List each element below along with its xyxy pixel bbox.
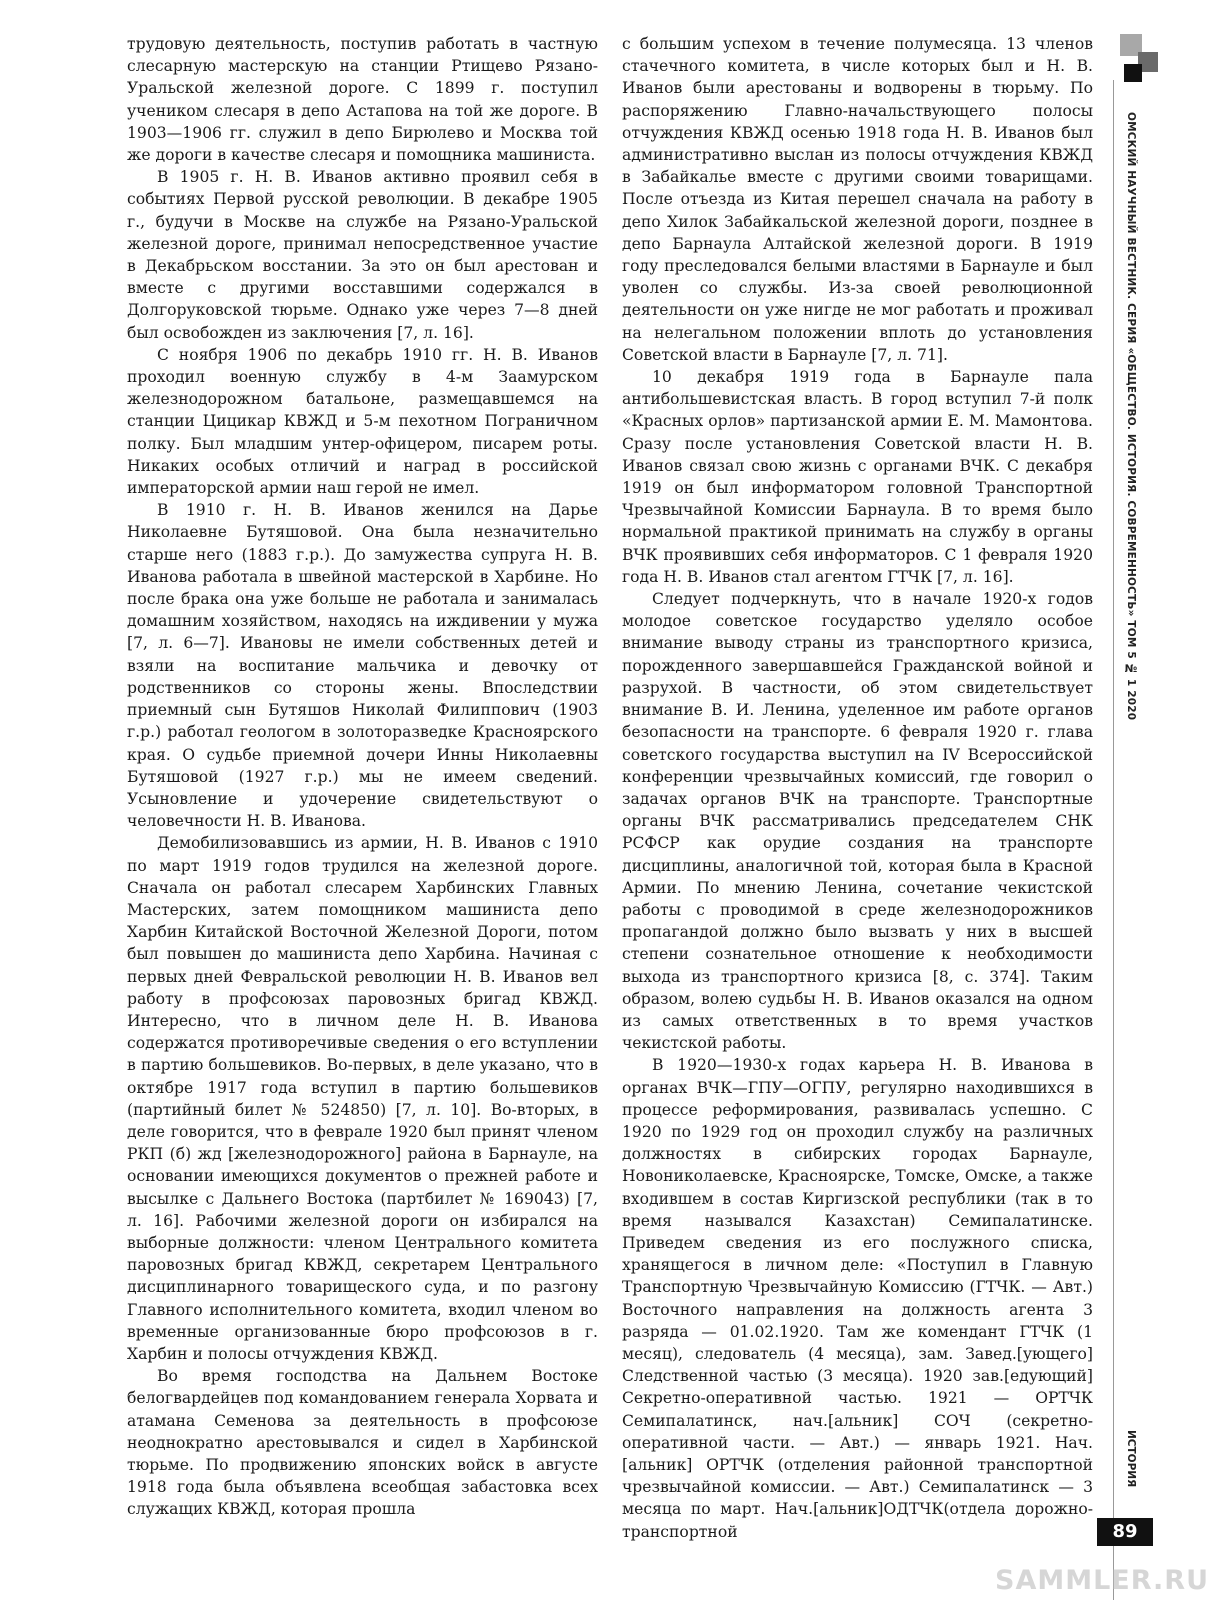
paragraph: С ноября 1906 по декабрь 1910 гг. Н. В. Иванов проходил военную службу в 4-м Заамурском железнодорожном батальоне, размещавшемся на станции Цицикар КВЖД и 5-м пехотном Пограничном полку. Был младшим унтер-офицером, писарем роты. Никаких особых отличий и наград в российской императорской армии наш герой не имел. — [127, 345, 598, 498]
margin-rule — [1113, 80, 1114, 1600]
page-number: 89 — [1097, 1518, 1153, 1546]
journal-logo — [1120, 34, 1158, 84]
right-column — [622, 33, 1093, 1543]
paragraph: 10 декабря 1919 года в Барнауле пала антибольшевистская власть. В город вступил 7-й полк «Красных орлов» партизанской армии Е. М. Мамонтова. Сразу после установления Советской власти Н. В. Иванов связал свою жизнь с органами ВЧК. С декабря 1919 он был информатором головной Транспортной Чрезвычайной Комиссии Барнаула. В то время было нормальной практикой принимать на службу в органы ВЧК проявивших себя информаторов. С 1 февраля 1920 года Н. В. Иванов стал агентом ГТЧК [7, л. 16]. — [622, 368, 1093, 586]
paragraph: трудовую деятельность, поступив работать в частную слесарную мастерскую на станции Ртищево Рязано-Уральской железной дороге. С 1899 г. поступил учеником слесаря в депо Астапова на той же дороге. В 1903—1906 гг. служил в депо Бирюлево и Москва той же дороги в качестве слесаря и помощника машиниста. — [127, 35, 598, 165]
section-label: ИСТОРИЯ — [1125, 1430, 1137, 1488]
journal-running-title: ОМСКИЙ НАУЧНЫЙ ВЕСТНИК. СЕРИЯ «ОБЩЕСТВО. ИСТОРИЯ. СОВРЕМЕННОСТЬ» ТОМ 5 № 1 2020 — [1125, 112, 1137, 721]
watermark: SAMMLER.RU — [995, 1565, 1209, 1596]
left-column — [127, 33, 598, 1521]
paragraph: с большим успехом в течение полумесяца. 13 членов стачечного комитета, в числе которых был и Н. В. Иванов были арестованы и водворены в тюрьму. По распоряжению Главно-начальствующего полосы отчуждения КВЖД осенью 1918 года Н. В. Иванов был административно выслан из полосы отчуждения КВЖД в Забайкалье вместе с другими своими товарищами. После отъезда из Китая перешел сначала на работу в депо Хилок Забайкальской железной дороги, позднее в депо Барнаула Алтайской железной дороги. В 1919 году преследовался белыми властями в Барнауле и был уволен со службы. Из-за своей революционной деятельности он уже нигде не мог работать и проживал на нелегальном положении вплоть до установления Советской власти в Барнауле [7, л. 71]. — [622, 35, 1093, 364]
paragraph: Демобилизовавшись из армии, Н. В. Иванов с 1910 по март 1919 годов трудился на железной дороге. Сначала он работал слесарем Харбинских Главных Мастерских, затем помощником машиниста депо Харбин Китайской Восточной Железной Дороги, потом был повышен до машиниста депо Харбина. Начиная с первых дней Февральской революции Н. В. Иванов вел работу в профсоюзах паровозных бригад КВЖД. Интересно, что в личном деле Н. В. Иванова содержатся противоречивые сведения о его вступлении в партию большевиков. Во-первых, в деле указано, что в октябре 1917 года вступил в партию большевиков (партийный билет № 524850) [7, л. 10]. Во-вторых, в деле говорится, что в феврале 1920 был принят членом РКП (б) жд [железнодорожного] района в Барнауле, на основании имеющихся документов о прежней работе и высылке с Дальнего Востока (партбилет № 169043) [7, л. 16]. Рабочими железной дороги он избирался на выборные должности: членом Центрального комитета паровозных бригад КВЖД, секретарем Центрального дисциплинарного товарищеского суда, и по разгону Главного исполнительного комитета, входил членом во временные организованные бюро профсоюзов в г. Харбин и полосы отчуждения КВЖД. — [127, 834, 598, 1363]
paragraph: В 1920—1930-х годах карьера Н. В. Иванова в органах ВЧК—ГПУ—ОГПУ, регулярно находившихся в процессе реформирования, развивалась успешно. С 1920 по 1929 год он проходил службу на различных должностях в сибирских городах Барнауле, Новониколаевске, Красноярске, Томске, Омске, а также входившем в состав Киргизской республики (так в то время назывался Казахстан) Семипалатинске. Приведем сведения из его послужного списка, хранящегося в личном деле: «Поступил в Главную Транспортную Чрезвычайную Комиссию (ГТЧК. — Авт.) Восточного направления на должность агента 3 разряда — 01.02.1920. Там же комендант ГТЧК (1 месяц), следователь (4 месяца), зам. Завед.[ующего] Следственной частью (3 месяца). 1920 зав.[едующий] Секретно-оперативной частью. 1921 — ОРТЧК Семипалатинск, нач.[альник] СОЧ (секретно-оперативной части. — Авт.) — январь 1921. Нач.[альник] ОРТЧК (отделения районной транспортной чрезвычайной комиссии. — Авт.) Семипалатинск — 3 месяца по март. Нач.[альник]ОДТЧК(отдела дорожно-транспортной — [622, 1056, 1093, 1541]
paragraph: Во время господства на Дальнем Востоке белогвардейцев под командованием генерала Хорвата и атамана Семенова за деятельность в профсоюзе неоднократно арестовывался и сидел в Харбинской тюрьме. По продвижению японских войск в августе 1918 года была объявлена всеобщая забастовка всех служащих КВЖД, которая прошла — [127, 1367, 598, 1519]
paragraph: В 1910 г. Н. В. Иванов женился на Дарье Николаевне Бутяшовой. Она была незначительно старше него (1883 г.р.). До замужества супруга Н. В. Иванова работала в швейной мастерской в Харбине. Но после брака она уже больше не работала и занималась домашним хозяйством, находясь на иждивении у мужа [7, л. 6—7]. Ивановы не имели собственных детей и взяли на воспитание мальчика и девочку от родственников со стороны жены. Впоследствии приемный сын Бутяшов Николай Филиппович (1903 г.р.) работал геологом в золоторазведке Красноярского края. О судьбе приемной дочери Инны Николаевны Бутяшовой (1927 г.р.) мы не имеем сведений. Усыновление и удочерение свидетельствуют о человечности Н. В. Иванова. — [127, 501, 598, 831]
paragraph: В 1905 г. Н. В. Иванов активно проявил себя в событиях Первой русской революции. В декабре 1905 г., будучи в Москве на службе на Рязано-Уральской железной дороге, принимал непосредственное участие в Декабрьском восстании. За это он был арестован и вместе с другими восставшими содержался в Долгоруковской тюрьме. Однако уже через 7—8 дней был освобожден из заключения [7, л. 16]. — [127, 168, 598, 342]
paragraph: Следует подчеркнуть, что в начале 1920-х годов молодое советское государство уделяло особое внимание выводу страны из транспортного кризиса, порожденного завершавшейся Гражданской войной и разрухой. В частности, об этом свидетельствует внимание В. И. Ленина, уделенное им работе органов безопасности на транспорте. 6 февраля 1920 г. глава советского государства выступил на IV Всероссийской конференции чрезвычайных комиссий, где говорил о задачах органов ВЧК на транспорте. Транспортные органы ВЧК рассматривались председателем СНК РСФСР как орудие создания на транспорте дисциплины, аналогичной той, которая была в Красной Армии. По мнению Ленина, сочетание чекистской работы с проводимой в среде железнодорожников пропагандой должно было вызвать у них в высшей степени сознательное отношение к необходимости выхода из транспортного кризиса [8, с. 374]. Таким образом, волею судьбы Н. В. Иванов оказался на одном из самых ответственных в то время участков чекистской работы. — [622, 590, 1093, 1053]
